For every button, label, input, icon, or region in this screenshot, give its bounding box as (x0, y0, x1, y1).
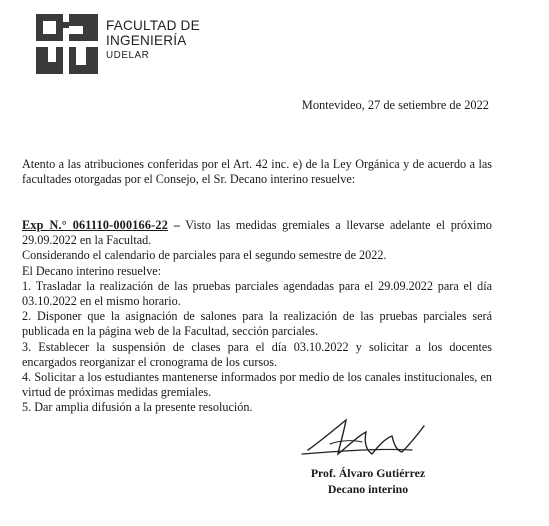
institution-name (106, 18, 200, 63)
exp-text: Visto las medidas gremiales a llevarse adelante el próximo 29.09.2022 en la Facultad. (22, 218, 493, 248)
resolution-item: 1. Trasladar la realización de las pruebas parciales agendadas para el 29.09.2022 para el día 03.10.2022 en el mismo horario. (22, 278, 492, 309)
signatory-title: Decano interino (327, 481, 409, 496)
intro-paragraph: Atento a las atribuciones conferidas por el Art. 42 inc. e) de la Ley Orgánica y de acuerdo a las facultades otorgadas por el Consejo, el Sr. Decano interino resuelve: (22, 157, 492, 186)
exp-dash: – (173, 218, 180, 232)
faculty-logo (36, 14, 98, 74)
signatory-name: Prof. Álvaro Gutiérrez (310, 466, 426, 480)
resolution-item: 2. Disponer que la asignación de salones para la realización de las pruebas parciales será publicada en la página web de la Facultad, sección parciales. (22, 309, 492, 339)
handwritten-signature (300, 410, 440, 468)
considering-paragraph: Considerando el calendario de parciales para el segundo semestre de 2022. (22, 248, 387, 263)
signatory (296, 466, 440, 497)
date-line: Montevideo, 27 de setiembre de 2022 (301, 98, 489, 112)
institution-line-3: UDELAR (106, 50, 150, 61)
exp-number: Exp N.° 061110-000166-22 (22, 218, 168, 232)
exp-paragraph (22, 218, 492, 248)
institution-line-2: INGENIERÍA (106, 33, 187, 48)
institution-line-1: FACULTAD DE (106, 18, 200, 33)
resolves-paragraph: El Decano interino resuelve: (22, 263, 162, 278)
resolution-item: 4. Solicitar a los estudiantes mantenerse informados por medio de los canales institucionales, en virtud de próximas medidas gremiales. (22, 370, 492, 400)
resolution-item: 5. Dar amplia difusión a la presente resolución. (22, 400, 253, 415)
resolution-item: 3. Establecer la suspensión de clases para el día 03.10.2022 y solicitar a los docentes encargados reorganizar el cronograma de los cursos. (22, 339, 492, 369)
resolution-body (22, 218, 492, 416)
letterhead (36, 14, 236, 74)
